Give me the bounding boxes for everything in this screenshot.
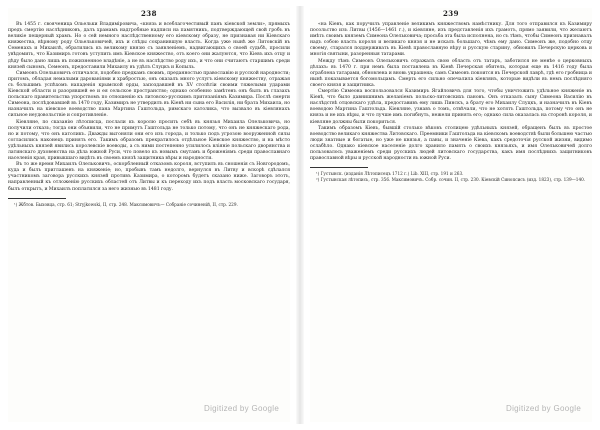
left-page-body — [8, 22, 290, 193]
footnote: ¹) Густынск. (изданія Лѣтописецъ 1712 г.) Lib. XIII, стр. 191 и 263. — [316, 171, 464, 177]
paragraph: Въ то же время Михаилъ Олельковичъ, оскорбленный отказомъ короля, вступилъ въ сношенія съ Новгородомъ, куда и былъ приглашенъ на княженіе; но, пробывъ тамъ недолго, вернулся въ Литву и вскорѣ сдѣлался участникомъ заговора русскихъ князей противъ Казимира, о которомъ будетъ сказано ниже. Заговоръ этотъ, направленный къ отложенію русскихъ областей отъ Литвы и къ переходу ихъ подъ власть московскаго государя, былъ открытъ, и Михаилъ поплатился за него жизнью въ 1481 году. — [8, 162, 290, 192]
paragraph: «на Кіевъ, как поручилъ управленіе великимъ княжествомъ намѣстнику. Для того отправился къ Казимиру посольство изъ Литвы (1456—1461 г.), и кіевляне, изъ представленія ихъ грамотъ, прямо заявили, что желаютъ имѣть своимъ княземъ Симеона Олельковича; просьба эта была исполнена, но съ тѣмъ, чтобы Симеонъ признавалъ надъ собою власть короля и великаго князя и не искалъ большаго, чѣмъ ему дано. Симеонъ же, подобно отцу своему, старался поддерживать въ Кіевѣ православную вѣру и русскую старину, обновилъ Печерскую церковь и многія святыни, разоренныя татарами. — [310, 22, 592, 58]
paragraph: Смертію Симеона воспользовался Казимиръ Ягайловичъ для того, чтобы уничтожить удѣльное княженіе въ Кіевѣ, что было давнишнимъ желаніемъ польско-литовскихъ пановъ. Онъ отказалъ сыну Симеона Василію въ наслѣдствѣ отцовскаго удѣла, предоставивъ ему лишь Пинскъ, а брату его Михаилу Слуцкъ, и назначилъ въ Кіевъ воеводою Мартина Гаштольда. Кіевляне, узнавъ о томъ, отвѣчали, что не хотятъ Гаштольда, потому что онъ не князь и не ихъ вѣры, и что лучше имъ погибнуть, нежели принять его; однако сила оказалась на сторонѣ короля, и кіевляне должны были покориться. — [310, 89, 592, 125]
left-page-footnotes — [8, 202, 290, 208]
left-page — [8, 8, 290, 422]
right-page-body — [310, 22, 592, 162]
right-page-footnotes — [310, 171, 592, 182]
google-watermark: Digitized by Google — [204, 404, 280, 413]
right-page — [310, 8, 592, 422]
page-number-left: 238 — [140, 9, 158, 18]
paragraph: Въ 1455 г. свояченица Ольельки Владиміровича, «князь и всеблагочестивый панъ кіевской земли», прямыхъ предъ смертію наслѣдниковъ, далъ храмамъ надгробные надписи на памятникъ, подтверждающей свой гробъ въ великіе пещерный храмъ. Но о сей немного наслѣдственному его кіевскому образу, не признавая ни Кіевскаго княжества, вѣрному роду Ольельковичей, ихъ и слѣды сохранившую власть. Когда уже нынѣ же Литовскій въ Семенахъ и Михаилѣ, обратились къ великому князю съ заявленіемъ, надвигающихъ о своей судьбѣ, просили увѣдомить, что Казимиръ готовъ уступить имъ Кіевское княжество, отъ коего они жалуются, что Кіевъ ихъ отцу и дѣду было дано лишь въ пожизненное владѣніе, а не въ наслѣдство роду ихъ, и что они считаютъ старшимъ среди князей сыномъ, Семеонъ, предоставили Михаилу въ удѣлъ Слуцкъ и Копыль. — [8, 22, 290, 70]
footnote: ¹) Жбтов. Быховца, стр. 61; Stryjkowski, II, стр. 248. Максимовичъ— Собраніе сочиненій, II, стр. 229. — [14, 201, 238, 207]
paragraph: Симеонъ Олельковичъ отличался, подобно предкамъ своимъ, преданностью православію и русской народности; притомъ, обладая немалыми дарованіями и храбростью, онъ оказалъ много услугъ кіевскому княжеству, отражая съ большимъ успѣхомъ нападенія крымской орды, запоздавшей въ XV столѣтіи своими тяжелыми ударами Кіевской области и разорявшей ее и ея сельское пространство; однако особенно замѣтенъ онъ былъ въ глазахъ польскаго правительства упорствомъ по отношенію къ литовско-русскимъ притязаніямъ Казимира. Послѣ смерти Симеона, послѣдовавшей въ 1470 году, Казимиръ не утвердилъ въ Кіевѣ ни сына его Василія, ни брата Михаила, но назначилъ на кіевское воеводство пана Мартина Гаштольда, римскаго католика, что вызвало въ кіевлянахъ сильное неудовольствіе и сопротивленіе. — [8, 70, 290, 119]
footnote-divider — [310, 167, 368, 168]
google-watermark: Digitized by Google — [506, 404, 582, 413]
paragraph: Между тѣмъ Симеонъ Олельковичъ отражалъ свою область отъ татаръ, заботился не менѣе о церковныхъ дѣлахъ: въ 1470 г. при немъ была поставлена въ Кіевѣ Печерская обитель, которая еще въ 1416 году была ограблена татарами, обновлена и вновь украшена; самъ Симеонъ покоится въ Печерской лаврѣ, гдѣ его гробница и нынѣ показывается богомольцамъ. Смерть его сильно опечалила кіевлянъ, которые видѣли въ немъ послѣдняго своего князя и защитника. — [310, 58, 592, 88]
page-number-right: 239 — [442, 9, 460, 18]
footnote-divider — [8, 198, 66, 199]
paragraph: Кіевляне, по сказанію лѣтописца, послали къ королю просить себѣ въ князья Михаила Олельковича, но получили отказъ; тогда они объявили, что не примутъ Гаштольда не только потому, что онъ не княжескаго рода, но и потому, что онъ католикъ. Дважды выгоняли они его изъ города, и только подъ угрозою вооруженной силы согласились наконецъ принять его. Такимъ образомъ прекратилось отдѣльное Кіевское княжество, и на мѣсто удѣльныхъ князей явились королевскіе воеводы, а съ ними постепенно усилилось вліяніе польскаго дворянства и латинскаго духовенства на дѣла южной Руси, что повело къ новымъ смутамъ и броженіямъ среди православнаго населенія края, привыкшаго видѣть въ своемъ князѣ защитника вѣры и народности. — [8, 119, 290, 162]
book-gutter — [296, 6, 304, 424]
paragraph: Такимъ образомъ Кіевъ, бывшій столько вѣковъ столицею удѣльныхъ князей, обращенъ былъ въ простое воеводство великаго княжества Литовскаго. Преемники Гаштольда на кіевскомъ воеводствѣ были большею частью люди знатные и богатые, но уже не князья, а паны, и значеніе Кіева, какъ средоточія русской жизни, видимо ослабѣло. Однако кіевское населеніе долго хранило память о своихъ князьяхъ, и имя Олельковичей долго пользовалось уваженіемъ среди русскихъ людей литовскаго государства, какъ имя послѣднихъ защитниковъ православной вѣры и русской народности въ южной Руси. — [310, 125, 592, 162]
footnote: ²) Густынская лѣтопись, стр. 356. Максимовичъ. Собр. сочин. II, стр. 230. Кіевскій Синопсисъ (изд. 1823), стр. 139—140. — [316, 176, 586, 182]
